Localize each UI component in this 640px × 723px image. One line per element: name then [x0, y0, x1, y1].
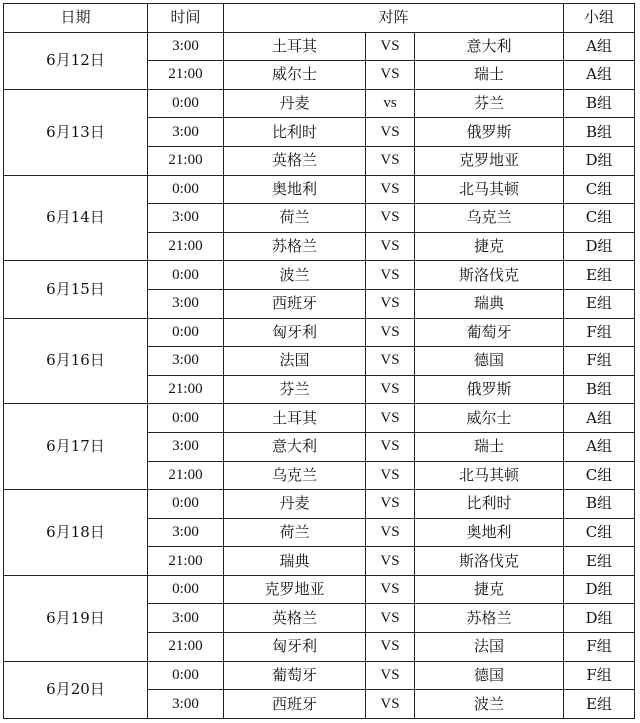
away-team-cell: 斯洛伐克	[415, 547, 564, 576]
time-cell: 0:00	[148, 490, 224, 519]
group-cell: A组	[564, 432, 635, 461]
vs-cell: VS	[366, 633, 415, 662]
away-team-cell: 法国	[415, 633, 564, 662]
date-cell: 6月20日	[4, 661, 148, 718]
group-cell: C组	[564, 175, 635, 204]
group-cell: A组	[564, 404, 635, 433]
time-cell: 21:00	[148, 146, 224, 175]
table-header	[4, 4, 635, 33]
header-date: 日期	[4, 4, 148, 33]
away-team-cell: 比利时	[415, 490, 564, 519]
away-team-cell: 斯洛伐克	[415, 261, 564, 290]
table-row	[4, 175, 635, 204]
time-cell: 3:00	[148, 690, 224, 719]
vs-cell: VS	[366, 547, 415, 576]
table-row	[4, 261, 635, 290]
home-team-cell: 克罗地亚	[224, 575, 366, 604]
group-cell: C组	[564, 518, 635, 547]
time-cell: 0:00	[148, 575, 224, 604]
table-row	[4, 89, 635, 118]
vs-cell: VS	[366, 289, 415, 318]
time-cell: 0:00	[148, 261, 224, 290]
away-team-cell: 意大利	[415, 32, 564, 61]
home-team-cell: 瑞典	[224, 547, 366, 576]
time-cell: 0:00	[148, 404, 224, 433]
header-time: 时间	[148, 4, 224, 33]
time-cell: 3:00	[148, 604, 224, 633]
header-row	[4, 4, 635, 33]
group-cell: B组	[564, 118, 635, 147]
vs-cell: VS	[366, 204, 415, 233]
away-team-cell: 波兰	[415, 690, 564, 719]
group-cell: A组	[564, 61, 635, 90]
home-team-cell: 威尔士	[224, 61, 366, 90]
home-team-cell: 意大利	[224, 432, 366, 461]
home-team-cell: 法国	[224, 347, 366, 376]
time-cell: 0:00	[148, 661, 224, 690]
time-cell: 21:00	[148, 633, 224, 662]
vs-cell: VS	[366, 375, 415, 404]
away-team-cell: 德国	[415, 347, 564, 376]
vs-cell: VS	[366, 118, 415, 147]
group-cell: B组	[564, 490, 635, 519]
group-cell: D组	[564, 232, 635, 261]
vs-cell: VS	[366, 232, 415, 261]
table-row	[4, 32, 635, 61]
home-team-cell: 丹麦	[224, 490, 366, 519]
group-cell: C组	[564, 204, 635, 233]
date-cell: 6月14日	[4, 175, 148, 261]
date-cell: 6月17日	[4, 404, 148, 490]
away-team-cell: 乌克兰	[415, 204, 564, 233]
vs-cell: VS	[366, 604, 415, 633]
header-matchup: 对阵	[224, 4, 564, 33]
date-cell: 6月15日	[4, 261, 148, 318]
vs-cell: vs	[366, 89, 415, 118]
time-cell: 21:00	[148, 232, 224, 261]
group-cell: C组	[564, 461, 635, 490]
away-team-cell: 北马其顿	[415, 175, 564, 204]
away-team-cell: 俄罗斯	[415, 118, 564, 147]
group-cell: D组	[564, 604, 635, 633]
vs-cell: VS	[366, 490, 415, 519]
group-cell: D组	[564, 146, 635, 175]
time-cell: 21:00	[148, 61, 224, 90]
group-cell: F组	[564, 347, 635, 376]
away-team-cell: 德国	[415, 661, 564, 690]
group-cell: F组	[564, 661, 635, 690]
vs-cell: VS	[366, 261, 415, 290]
time-cell: 3:00	[148, 289, 224, 318]
group-cell: D组	[564, 575, 635, 604]
time-cell: 3:00	[148, 204, 224, 233]
away-team-cell: 捷克	[415, 575, 564, 604]
home-team-cell: 荷兰	[224, 204, 366, 233]
table-body	[4, 32, 635, 718]
time-cell: 3:00	[148, 32, 224, 61]
away-team-cell: 捷克	[415, 232, 564, 261]
group-cell: E组	[564, 261, 635, 290]
table-row	[4, 404, 635, 433]
home-team-cell: 土耳其	[224, 404, 366, 433]
vs-cell: VS	[366, 661, 415, 690]
vs-cell: VS	[366, 461, 415, 490]
group-cell: E组	[564, 289, 635, 318]
vs-cell: VS	[366, 404, 415, 433]
date-cell: 6月19日	[4, 575, 148, 661]
date-cell: 6月16日	[4, 318, 148, 404]
table-row	[4, 575, 635, 604]
away-team-cell: 俄罗斯	[415, 375, 564, 404]
vs-cell: VS	[366, 32, 415, 61]
home-team-cell: 乌克兰	[224, 461, 366, 490]
away-team-cell: 瑞典	[415, 289, 564, 318]
time-cell: 3:00	[148, 347, 224, 376]
time-cell: 3:00	[148, 432, 224, 461]
home-team-cell: 英格兰	[224, 604, 366, 633]
vs-cell: VS	[366, 575, 415, 604]
away-team-cell: 苏格兰	[415, 604, 564, 633]
away-team-cell: 瑞士	[415, 432, 564, 461]
vs-cell: VS	[366, 432, 415, 461]
home-team-cell: 西班牙	[224, 690, 366, 719]
date-cell: 6月13日	[4, 89, 148, 175]
group-cell: B组	[564, 89, 635, 118]
home-team-cell: 苏格兰	[224, 232, 366, 261]
group-cell: E组	[564, 690, 635, 719]
time-cell: 3:00	[148, 518, 224, 547]
home-team-cell: 比利时	[224, 118, 366, 147]
away-team-cell: 奥地利	[415, 518, 564, 547]
home-team-cell: 匈牙利	[224, 633, 366, 662]
time-cell: 21:00	[148, 547, 224, 576]
home-team-cell: 西班牙	[224, 289, 366, 318]
vs-cell: VS	[366, 690, 415, 719]
time-cell: 0:00	[148, 89, 224, 118]
date-cell: 6月18日	[4, 490, 148, 576]
time-cell: 21:00	[148, 461, 224, 490]
vs-cell: VS	[366, 318, 415, 347]
home-team-cell: 波兰	[224, 261, 366, 290]
group-cell: F组	[564, 633, 635, 662]
home-team-cell: 葡萄牙	[224, 661, 366, 690]
time-cell: 0:00	[148, 318, 224, 347]
vs-cell: VS	[366, 518, 415, 547]
vs-cell: VS	[366, 347, 415, 376]
table-row	[4, 490, 635, 519]
vs-cell: VS	[366, 175, 415, 204]
away-team-cell: 北马其顿	[415, 461, 564, 490]
away-team-cell: 威尔士	[415, 404, 564, 433]
home-team-cell: 匈牙利	[224, 318, 366, 347]
match-schedule-table	[3, 3, 635, 719]
home-team-cell: 丹麦	[224, 89, 366, 118]
group-cell: E组	[564, 547, 635, 576]
home-team-cell: 土耳其	[224, 32, 366, 61]
home-team-cell: 荷兰	[224, 518, 366, 547]
group-cell: B组	[564, 375, 635, 404]
group-cell: F组	[564, 318, 635, 347]
time-cell: 0:00	[148, 175, 224, 204]
vs-cell: VS	[366, 61, 415, 90]
vs-cell: VS	[366, 146, 415, 175]
group-cell: A组	[564, 32, 635, 61]
table-row	[4, 661, 635, 690]
home-team-cell: 英格兰	[224, 146, 366, 175]
away-team-cell: 芬兰	[415, 89, 564, 118]
home-team-cell: 奥地利	[224, 175, 366, 204]
time-cell: 3:00	[148, 118, 224, 147]
away-team-cell: 葡萄牙	[415, 318, 564, 347]
away-team-cell: 瑞士	[415, 61, 564, 90]
header-group: 小组	[564, 4, 635, 33]
table-row	[4, 318, 635, 347]
date-cell: 6月12日	[4, 32, 148, 89]
home-team-cell: 芬兰	[224, 375, 366, 404]
time-cell: 21:00	[148, 375, 224, 404]
away-team-cell: 克罗地亚	[415, 146, 564, 175]
